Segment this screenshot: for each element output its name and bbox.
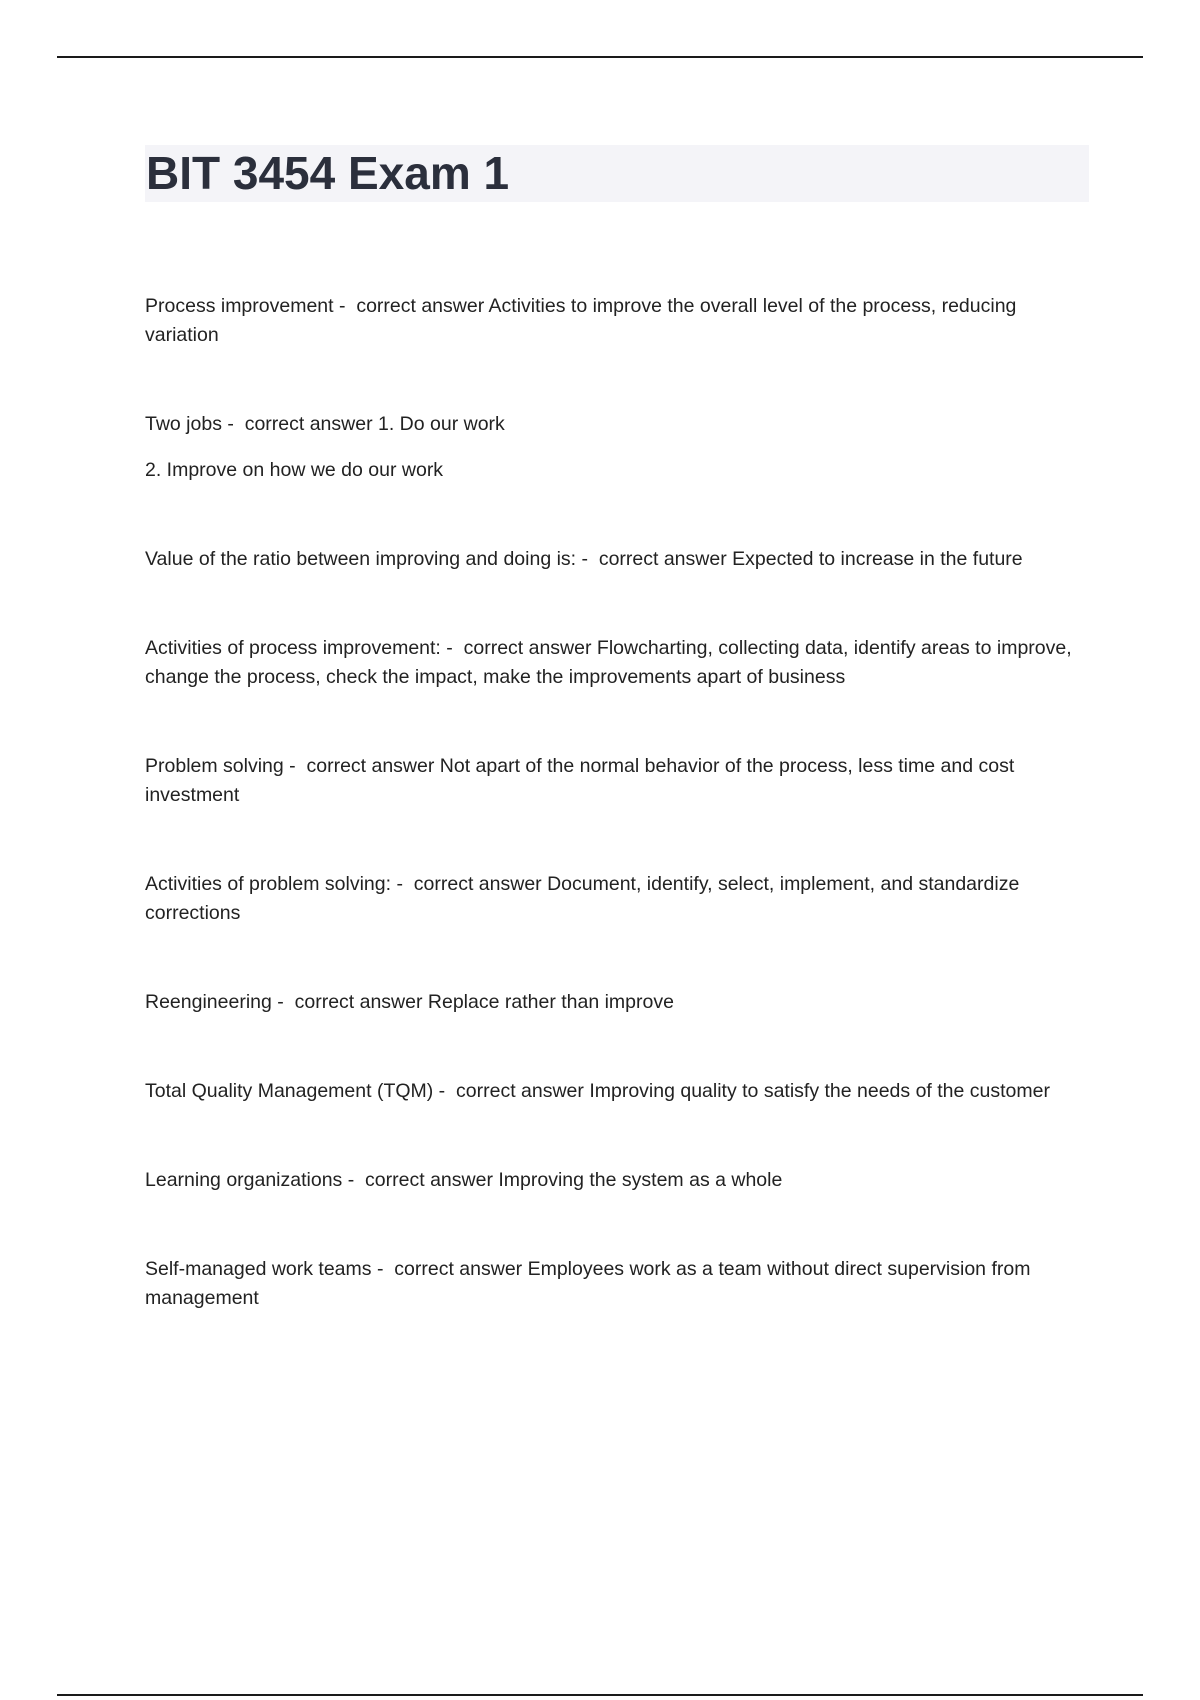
entry-text — [145, 1166, 1075, 1195]
entry-term: Activities of problem solving: — [145, 873, 392, 895]
flashcard-entry — [145, 752, 1075, 810]
entry-answer: Document, identify, select, implement, and standardize corrections — [145, 873, 1020, 924]
entry-text — [145, 1077, 1075, 1106]
entry-answer: Replace rather than improve — [427, 991, 674, 1013]
entry-text — [145, 545, 1075, 574]
entry-answer: Flowcharting, collecting data, identify areas to improve, change the process, check the impact, make the improvements apart of business — [145, 637, 1072, 688]
entry-term: Reengineering — [145, 991, 272, 1013]
flashcard-entry — [145, 1166, 1075, 1195]
entry-answer: Employees work as a team without direct supervision from management — [145, 1258, 1031, 1309]
entry-answer: Improving the system as a whole — [498, 1169, 783, 1191]
entry-separator: - correct answer — [221, 413, 378, 435]
entry-separator: - correct answer — [433, 1080, 590, 1102]
entry-separator: - correct answer — [371, 1258, 528, 1280]
flashcard-entry — [145, 1077, 1075, 1106]
entry-answer: Improving quality to satisfy the needs of the customer — [589, 1080, 1050, 1102]
entry-text — [145, 634, 1075, 692]
entry-term: Learning organizations — [145, 1169, 343, 1191]
entry-separator: - correct answer — [342, 1169, 499, 1191]
entry-answer: Activities to improve the overall level of the process, reducing variation — [145, 295, 1017, 346]
title-band — [145, 145, 1089, 202]
entry-text — [145, 752, 1075, 810]
entry-text — [145, 292, 1075, 350]
entry-text — [145, 988, 1075, 1017]
flashcard-entry — [145, 545, 1075, 574]
entry-answer: Expected to increase in the future — [732, 548, 1023, 570]
entry-term: Activities of process improvement: — [145, 637, 441, 659]
flashcard-entry — [145, 870, 1075, 928]
entry-text — [145, 1255, 1075, 1313]
flashcard-entry — [145, 410, 1075, 485]
entry-separator: - correct answer — [440, 637, 597, 659]
entry-separator: - correct answer — [333, 295, 489, 317]
entry-term: Process improvement — [145, 295, 334, 317]
flashcard-entry — [145, 292, 1075, 350]
entry-text — [145, 870, 1075, 928]
entry-term: Total Quality Management (TQM) — [145, 1080, 434, 1102]
footer-rule — [57, 1694, 1143, 1696]
entry-separator: - correct answer — [576, 548, 733, 570]
entry-term: Value of the ratio between improving and doing is: — [145, 548, 577, 570]
entry-text — [145, 410, 1075, 439]
header-rule — [57, 56, 1143, 58]
entry-separator: - correct answer — [271, 991, 428, 1013]
entry-continuation: 2. Improve on how we do our work — [145, 459, 444, 481]
flashcard-entry — [145, 988, 1075, 1017]
entry-term: Problem solving — [145, 755, 284, 777]
flashcard-list — [145, 292, 1075, 1373]
flashcard-entry — [145, 1255, 1075, 1313]
entry-separator: - correct answer — [283, 755, 440, 777]
entry-term: Two jobs — [145, 413, 222, 435]
entry-answer: 1. Do our work — [378, 413, 505, 435]
entry-term: Self-managed work teams — [145, 1258, 372, 1280]
entry-separator: - correct answer — [391, 873, 548, 895]
document-title: BIT 3454 Exam 1 — [146, 147, 510, 199]
flashcard-entry — [145, 634, 1075, 692]
entry-answer: Not apart of the normal behavior of the process, less time and cost investment — [145, 755, 1015, 806]
